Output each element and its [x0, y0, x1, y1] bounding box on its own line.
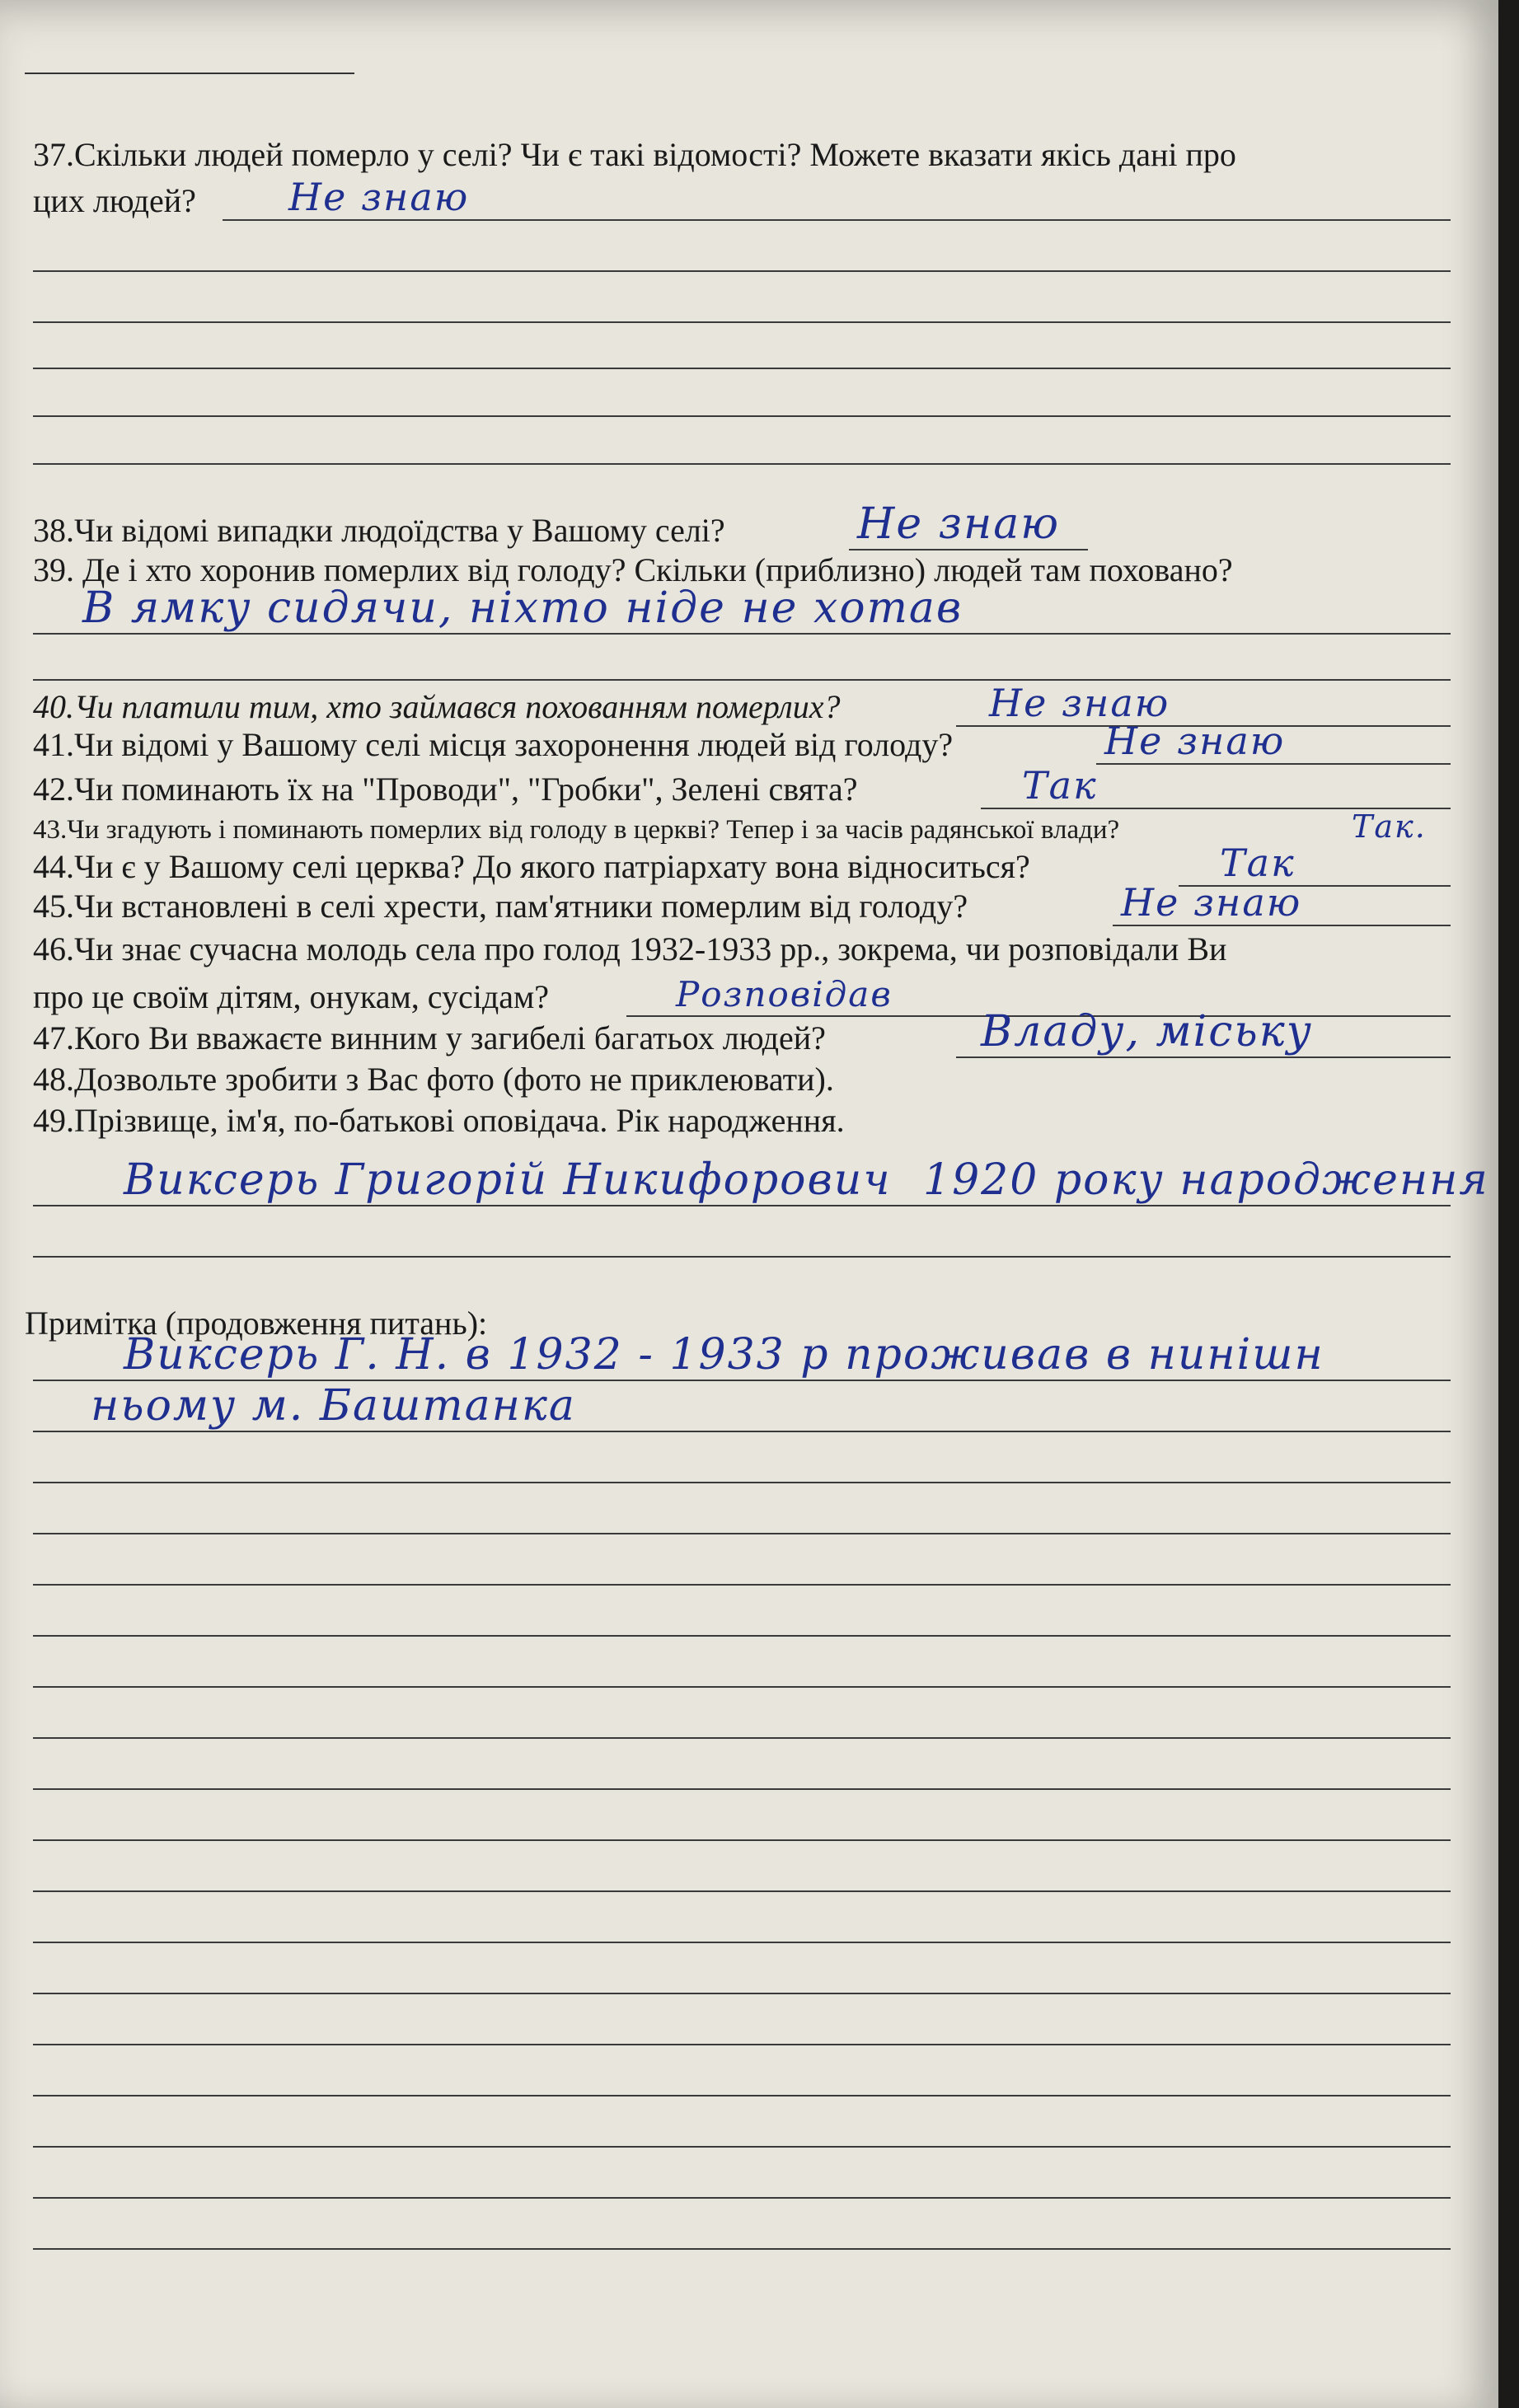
- answer-41: Не знаю: [1104, 719, 1286, 763]
- answer-39: В ямку сидячи, ніхто ніде не хотав: [82, 583, 963, 633]
- question-47-text: 47.Кого Ви вважаєте винним у загибелі багатьох людей?: [33, 1019, 826, 1056]
- question-44-text: 44.Чи є у Вашому селі церква? До якого патріархату вона відноситься?: [33, 848, 1030, 885]
- question-40-text: 40.Чи платили тим, хто займався похованням померлих?: [33, 688, 841, 725]
- answer-46: Розповідав: [676, 974, 893, 1014]
- answer-38: Не знаю: [857, 499, 1061, 549]
- question-49-text: 49.Прізвище, ім'я, по-батькові оповідача. Рік народження.: [33, 1102, 845, 1139]
- question-45-text: 45.Чи встановлені в селі хрести, пам'ятники померлим від голоду?: [33, 888, 968, 925]
- question-48-text: 48.Дозвольте зробити з Вас фото (фото не приклеювати).: [33, 1061, 834, 1098]
- answer-44: Так: [1220, 841, 1296, 885]
- question-38-text: 38.Чи відомі випадки людоїдства у Вашому селі?: [33, 512, 725, 549]
- question-42-text: 42.Чи поминають їх на "Проводи", "Гробки", Зелені свята?: [33, 771, 858, 808]
- answer-49-name: Виксерь Григорій Никифорович: [124, 1155, 892, 1205]
- question-39-text: 39. Де і хто хоронив померлих від голоду? Скільки (приблизно) людей там поховано?: [33, 551, 1233, 588]
- note-title: Примітка (продовження питань):: [25, 1305, 488, 1342]
- note-text-1: Виксерь Г. Н. в 1932 - 1933 р проживав в нинішн: [124, 1330, 1324, 1380]
- question-41-text: 41.Чи відомі у Вашому селі місця захоронення людей від голоду?: [33, 726, 954, 763]
- question-37-text-cont: цих людей?: [33, 182, 196, 219]
- answer-40: Не знаю: [989, 681, 1170, 725]
- question-37-text: 37.Скільки людей померло у селі? Чи є такі відомості? Можете вказати якісь дані про: [33, 136, 1236, 173]
- answer-49-year: 1920 року народження: [923, 1155, 1489, 1205]
- page-edge-shadow: [1498, 0, 1519, 2408]
- answer-43: Так.: [1352, 808, 1427, 845]
- top-divider: [25, 73, 354, 74]
- question-43-text: 43.Чи згадують і поминають померлих від голоду в церкві? Тепер і за часів радянської влади?: [33, 815, 1120, 845]
- answer-37: Не знаю: [288, 175, 470, 219]
- answer-45: Не знаю: [1121, 880, 1302, 925]
- question-46-text-cont: про це своїм дітям, онукам, сусідам?: [33, 978, 550, 1015]
- answer-42: Так: [1022, 763, 1098, 808]
- question-46-text: 46.Чи знає сучасна молодь села про голод 1932-1933 рр., зокрема, чи розповідали Ви: [33, 930, 1227, 967]
- note-text-2: ньому м. Баштанка: [91, 1381, 576, 1431]
- answer-47: Владу, міську: [981, 1007, 1313, 1056]
